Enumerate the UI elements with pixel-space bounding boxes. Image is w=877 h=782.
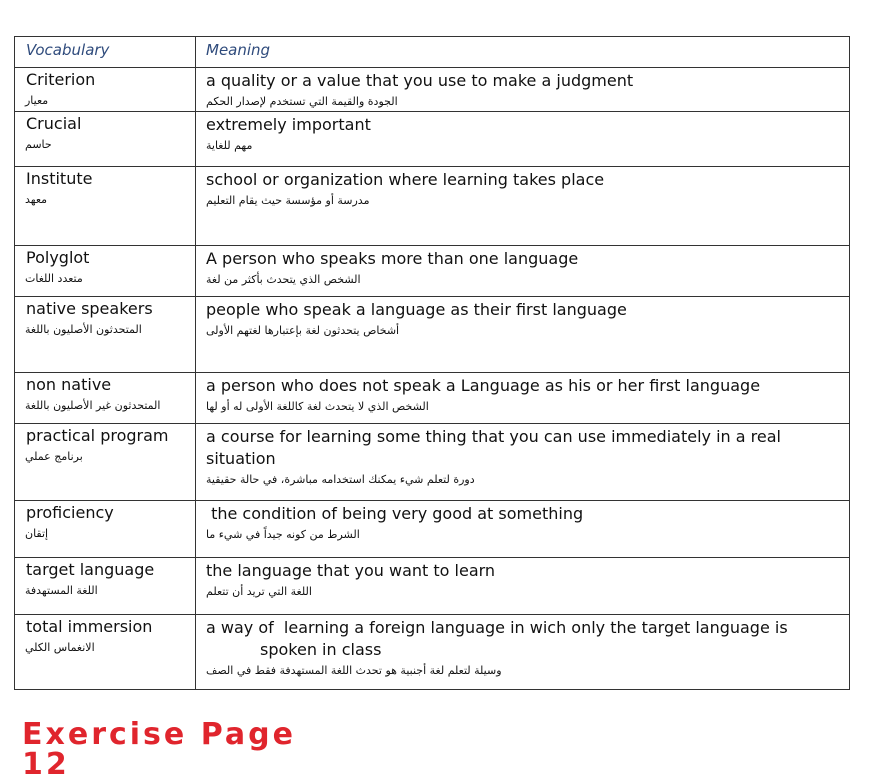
table-row [15, 297, 850, 373]
meaning-header: Meaning [196, 37, 850, 68]
vocab-word: Polyglot [26, 248, 90, 267]
definition-arabic: أشخاص يتحدثون لغة بإعتبارها لغتهم الأولى [206, 324, 400, 337]
definition: a quality or a value that you use to make a judgment [206, 71, 634, 90]
vocab-word-arabic: حاسم [25, 138, 52, 151]
vocab-word: proficiency [26, 503, 114, 522]
table-row [15, 246, 850, 297]
vocab-word-arabic: اللغة المستهدفة [25, 584, 98, 597]
vocab-word: native speakers [26, 299, 153, 318]
vocab-word: target language [26, 560, 155, 579]
vocab-word: non native [26, 375, 112, 394]
vocabulary-table [14, 36, 850, 690]
next-section-heading-fragment [22, 717, 302, 782]
vocab-word: Institute [26, 169, 93, 188]
definition-arabic: وسيلة لتعلم لغة أجنبية هو تحدث اللغة المستهدفة فقط في الصف [206, 664, 502, 677]
definition: the condition of being very good at something [206, 504, 584, 523]
vocab-word-arabic: معيار [25, 94, 49, 107]
definition: a course for learning some thing that you can use immediately in a real [206, 427, 781, 446]
vocab-word: Crucial [26, 114, 82, 133]
definition: people who speak a language as their first language [206, 300, 627, 319]
definition-arabic: مهم للغاية [206, 139, 253, 152]
definition-arabic: مدرسة أو مؤسسة حيث يقام التعليم [206, 194, 370, 207]
vocabulary-header: Vocabulary [15, 37, 196, 68]
table-row [15, 112, 850, 167]
table-row [15, 501, 850, 558]
section-heading-text: Exercise Page 12 [22, 717, 296, 782]
definition-line-2: situation [206, 449, 276, 468]
definition-arabic: الشخص الذي يتحدث بأكثر من لغة [206, 273, 361, 286]
definition-arabic: دورة لتعلم شيء يمكنك استخدامه مباشرة، في حالة حقيقية [206, 473, 475, 486]
definition-arabic: الجودة والقيمة التي تستخدم لإصدار الحكم [206, 95, 398, 108]
definition-arabic: الشخص الذي لا يتحدث لغة كاللغة الأولى له أو لها [206, 400, 429, 413]
header-row [15, 37, 850, 68]
definition-line-2 [196, 639, 849, 661]
vocab-word: Criterion [26, 70, 96, 89]
definition: a way of learning a foreign language in wich only the target language is [206, 618, 788, 637]
table-row [15, 558, 850, 615]
definition: a person who does not speak a Language as his or her first language [206, 376, 761, 395]
definition: school or organization where learning takes place [206, 170, 605, 189]
vocab-word: practical program [26, 426, 169, 445]
vocab-word-arabic: برنامج عملي [25, 450, 83, 463]
definition-arabic: الشرط من كونه جيداً في شيء ما [206, 528, 360, 541]
vocab-word-arabic: إتقان [25, 527, 49, 540]
definition: extremely important [206, 115, 371, 134]
table-row [15, 167, 850, 246]
definition-arabic: اللغة التي تريد أن تتعلم [206, 585, 312, 598]
vocab-word-arabic: متعدد اللغات [25, 272, 83, 285]
vocab-word-arabic: معهد [25, 193, 48, 206]
vocab-word-arabic: المتحدثون الأصليون باللغة [25, 323, 142, 336]
definition: the language that you want to learn [206, 561, 496, 580]
vocab-word: total immersion [26, 617, 153, 636]
vocab-word-arabic: الانغماس الكلي [25, 641, 95, 654]
vocab-word-arabic: المتحدثون غير الأصليون باللغة [25, 399, 161, 412]
definition: A person who speaks more than one language [206, 249, 579, 268]
table-row [15, 615, 850, 690]
definition-line-2-text: spoken in class [260, 640, 382, 659]
table-row [15, 373, 850, 424]
table-row [15, 68, 850, 112]
table-row [15, 424, 850, 501]
